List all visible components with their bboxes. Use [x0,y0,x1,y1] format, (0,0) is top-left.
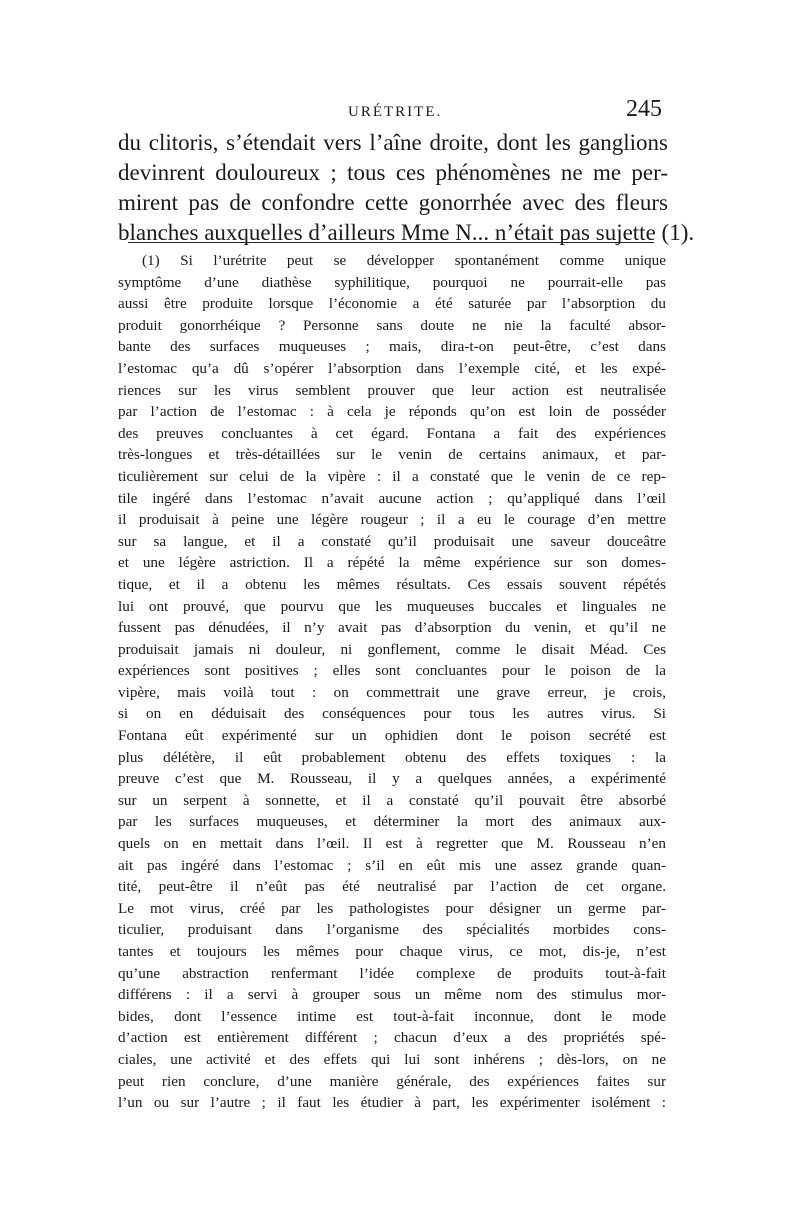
footnote-line: fussent pas dénudées, il n’y avait pas d’absorption du venin, et qu’il ne [118,619,666,637]
footnote-line: (1) Si l’urétrite peut se développer spontanément comme unique [142,252,666,269]
footnote-line: l’estomac qu’a dû s’opérer l’absorption dans l’exemple cité, et les expé- [118,359,666,377]
footnote-line: symptôme d’une diathèse syphilitique, pourquoi ne pourrait-elle pas [118,273,666,291]
footnote-line: plus délétère, il eût probablement obtenu des effets toxiques : la [118,748,666,766]
footnote-separator [128,242,654,243]
footnote-line: ticulièrement sur celui de la vipère : il a constaté que le venin de ce rep- [118,467,666,485]
footnote-line: peut rien conclure, d’une manière générale, des expériences faites sur [118,1072,666,1090]
page-header [0,96,800,126]
footnote-line: preuve c’est que M. Rousseau, il y a quelques années, a expérimenté [118,770,666,788]
footnote-line: quels on en mettait dans l’œil. Il est à regretter que M. Rousseau n’en [118,835,666,853]
footnote-line: bante des surfaces muqueuses ; mais, dira-t-on peut-être, c’est dans [118,338,666,356]
footnote-line: tité, peut-être il n’eût pas été neutralisé par l’action de cet organe. [118,878,666,896]
footnote-line: ait pas ingéré dans l’estomac ; s’il en eût mis une assez grande quan- [118,856,666,874]
footnote-line: si on en déduisait des conséquences pour tous les autres virus. Si [118,705,666,723]
footnote-line: ticulier, produisant dans l’organisme des spécialités morbides cons- [118,921,666,939]
main-text [118,128,695,248]
footnote-line: très-longues et très-détaillées sur le venin de certains animaux, et par- [118,446,666,464]
footnote-line: vipère, mais voilà tout : on commettrait une grave erreur, je crois, [118,683,666,701]
footnote-line: des preuves concluantes à cet égard. Fontana a fait des expériences [118,424,666,442]
footnote-line: sur un serpent à sonnette, et il a constaté qu’il pouvait être absorbé [118,791,666,809]
footnote-line: Le mot virus, créé par les pathologistes pour désigner un germe par- [118,899,666,917]
footnote [118,250,666,1114]
page-number: 245 [626,96,662,122]
footnote-line: Fontana eût expérimenté sur un ophidien dont le poison secrété est [118,727,666,745]
footnote-line: tique, et il a obtenu les mêmes résultats. Ces essais souvent répétés [118,575,666,593]
footnote-line: différens : il a servi à grouper sous un même nom des stimulus mor- [118,986,666,1004]
footnote-line: tantes et toujours les mêmes pour chaque virus, ce mot, dis-je, n’est [118,943,666,960]
footnote-line: qu’une abstraction renfermant l’idée complexe de produits tout-à-fait [118,964,666,982]
footnote-line: tile ingéré dans l’estomac n’avait aucune action ; qu’appliqué dans l’œil [118,489,666,507]
main-text-line: mirent pas de confondre cette gonorrhée avec des fleurs [118,190,668,215]
footnote-line: aussi être produite lorsque l’économie a été saturée par l’absorption du [118,295,666,313]
footnote-line: produisait jamais ni douleur, ni gonflement, comme le disait Méad. Ces [118,640,666,658]
main-text-line: du clitoris, s’étendait vers l’aîne droite, dont les ganglions [118,130,668,155]
footnote-line: et une légère astriction. Il a répété la même expérience sur son domes- [118,554,666,572]
main-text-line: devinrent douloureux ; tous ces phénomènes ne me per- [118,160,668,185]
footnote-line: sur sa langue, et il a constaté qu’il produisait une saveur douceâtre [118,532,666,550]
footnote-line: produit gonorrhéique ? Personne sans doute ne nie la faculté absor- [118,316,666,334]
footnote-line: ciales, une activité et des effets qui lui sont inhérens ; dès-lors, on ne [118,1050,666,1068]
footnote-line: par les surfaces muqueuses, et déterminer la mort des animaux aux- [118,813,666,831]
footnote-line: d’action est entièrement différent ; chacun d’eux a des propriétés spé- [118,1029,666,1047]
footnote-line: par l’action de l’estomac : à cela je réponds qu’on est loin de posséder [118,403,666,421]
footnote-line: riences sur les virus semblent prouver que leur action est neutralisée [118,381,666,399]
footnote-line: il produisait à peine une légère rougeur ; il a eu le courage d’en mettre [118,511,666,529]
footnote-line: l’un ou sur l’autre ; il faut les étudier à part, les expérimenter isolément : [118,1094,666,1112]
footnote-line: bides, dont l’essence intime est tout-à-fait inconnue, dont le mode [118,1007,666,1025]
main-text-line: blanches auxquelles d’ailleurs Mme N... n’était pas sujette (1). [118,220,695,245]
footnote-line: lui ont prouvé, que pourvu que les muqueuses buccales et linguales ne [118,597,666,615]
footnote-line: expériences sont positives ; elles sont concluantes pour le poison de la [118,662,666,680]
running-title: URÉTRITE. [348,104,443,120]
